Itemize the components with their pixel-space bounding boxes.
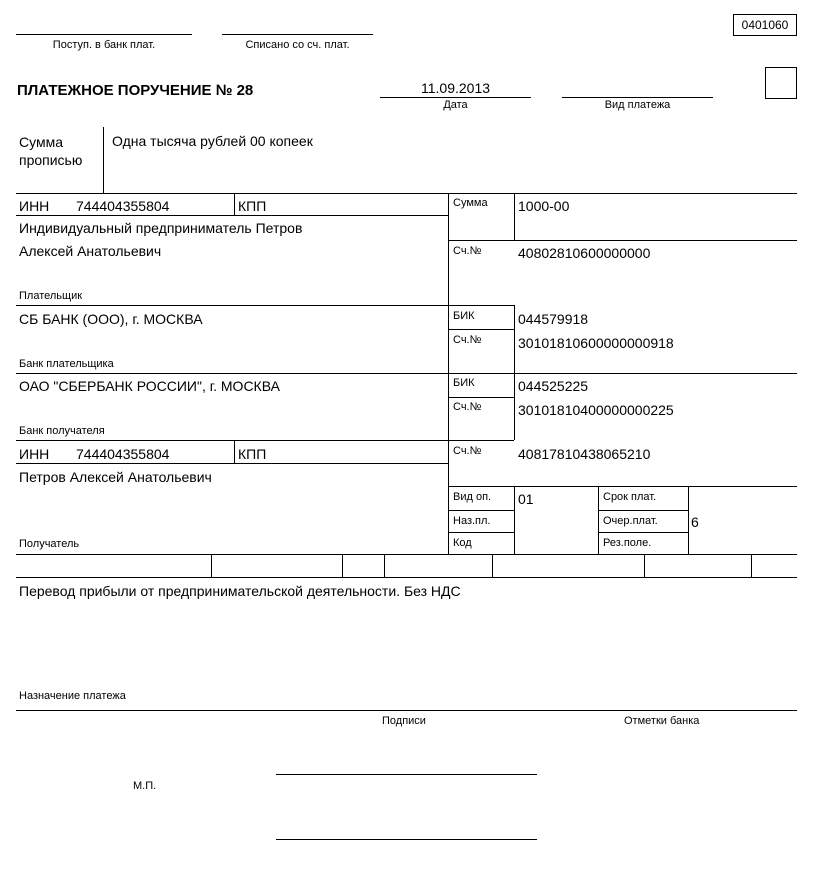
rule-440 xyxy=(16,440,514,441)
payer-bank-bik: 044579918 xyxy=(518,311,589,327)
srok-label: Срок плат. xyxy=(603,491,657,503)
payer-name-line2: Алексей Анатольевич xyxy=(19,243,162,259)
payer-label: Плательщик xyxy=(19,290,83,302)
payer-kpp-label: КПП xyxy=(238,198,267,214)
payer-bank-name: СБ БАНК (ООО), г. МОСКВА xyxy=(19,311,203,327)
amount-words-divider xyxy=(103,127,104,193)
rule-305 xyxy=(16,305,514,306)
payment-type-line xyxy=(562,97,713,98)
recipient-account: 40817810438065210 xyxy=(518,446,651,462)
rule-193 xyxy=(16,193,797,194)
payer-bank-account: 30101810600000000918 xyxy=(518,335,674,351)
tax-col-6 xyxy=(751,554,752,577)
naz-pl-label: Наз.пл. xyxy=(453,515,491,527)
stamp-label: М.П. xyxy=(133,780,157,792)
recipient-bank-account-label: Сч.№ xyxy=(453,401,482,413)
payment-date: 11.09.2013 xyxy=(420,80,491,96)
signature-line-1 xyxy=(276,774,537,775)
rule-215 xyxy=(16,215,448,216)
signature-line-2 xyxy=(276,839,537,840)
date-line xyxy=(380,97,531,98)
rule-397 xyxy=(448,397,514,398)
tax-col-4 xyxy=(492,554,493,577)
rule-240 xyxy=(448,240,797,241)
tax-col-5 xyxy=(644,554,645,577)
kod-label: Код xyxy=(453,537,472,549)
tax-col-2 xyxy=(342,554,343,577)
recipient-bank-bik: 044525225 xyxy=(518,378,589,394)
rule-710 xyxy=(16,710,797,711)
col-234-b xyxy=(234,440,235,463)
recipient-label: Получатель xyxy=(19,538,80,550)
date-label: Дата xyxy=(443,99,468,111)
col-514-c xyxy=(514,486,515,554)
recipient-inn: 744404355804 xyxy=(76,446,170,462)
received-label: Поступ. в банк плат. xyxy=(52,39,156,51)
rule-577 xyxy=(16,577,797,578)
payer-account-label: Сч.№ xyxy=(453,245,482,257)
recipient-bank-bik-label: БИК xyxy=(453,377,475,389)
tax-col-3 xyxy=(384,554,385,577)
form-code: 0401060 xyxy=(733,14,797,36)
col-448 xyxy=(448,193,449,554)
rule-510b xyxy=(598,510,688,511)
payer-name-line1: Индивидуальный предприниматель Петров xyxy=(19,220,303,236)
col-688 xyxy=(688,486,689,554)
debited-label: Списано со сч. плат. xyxy=(245,39,350,51)
payment-type-label: Вид платежа xyxy=(604,99,671,111)
payer-inn: 744404355804 xyxy=(76,198,170,214)
recipient-bank-account: 30101810400000000225 xyxy=(518,402,674,418)
purpose-text: Перевод прибыли от предпринимательской деятельности. Без НДС xyxy=(19,583,461,599)
amount-value: 1000-00 xyxy=(518,198,570,214)
col-598 xyxy=(598,486,599,554)
payer-bank-label: Банк плательщика xyxy=(19,358,114,370)
debited-date-line xyxy=(222,34,373,35)
recipient-bank-label: Банк получателя xyxy=(19,425,105,437)
payer-inn-label: ИНН xyxy=(19,198,50,214)
recipient-bank-name: ОАО "СБЕРБАНК РОССИИ", г. МОСКВА xyxy=(19,378,280,394)
rule-510 xyxy=(448,510,514,511)
col-514-a xyxy=(514,193,515,240)
recipient-name: Петров Алексей Анатольевич xyxy=(19,469,212,485)
rule-373 xyxy=(16,373,797,374)
rule-486 xyxy=(448,486,797,487)
purpose-label: Назначение платежа xyxy=(19,690,126,702)
rule-554 xyxy=(16,554,797,555)
rule-532b xyxy=(598,532,688,533)
received-date-line xyxy=(16,34,192,35)
recipient-inn-label: ИНН xyxy=(19,446,50,462)
rule-329 xyxy=(448,329,514,330)
vid-op-label: Вид оп. xyxy=(453,491,492,503)
amount-label: Сумма xyxy=(453,197,488,209)
payment-type-box xyxy=(765,67,797,99)
recipient-account-label: Сч.№ xyxy=(453,445,482,457)
amount-words-label: Сумма прописью xyxy=(19,134,83,168)
col-514-b xyxy=(514,305,515,440)
tax-col-1 xyxy=(211,554,212,577)
payer-account: 40802810600000000 xyxy=(518,245,651,261)
page-title: ПЛАТЕЖНОЕ ПОРУЧЕНИЕ № 28 xyxy=(17,82,254,99)
rule-463 xyxy=(16,463,448,464)
rule-532 xyxy=(448,532,514,533)
ocher-value: 6 xyxy=(691,514,699,530)
vid-op-value: 01 xyxy=(518,491,534,507)
rez-label: Рез.поле. xyxy=(603,537,652,549)
payer-bank-account-label: Сч.№ xyxy=(453,334,482,346)
ocher-label: Очер.плат. xyxy=(603,515,658,527)
bank-marks-label: Отметки банка xyxy=(624,715,700,727)
amount-words-value: Одна тысяча рублей 00 копеек xyxy=(112,133,313,149)
payer-bank-bik-label: БИК xyxy=(453,310,475,322)
col-234-a xyxy=(234,193,235,215)
recipient-kpp-label: КПП xyxy=(238,446,267,462)
signatures-label: Подписи xyxy=(382,715,426,727)
